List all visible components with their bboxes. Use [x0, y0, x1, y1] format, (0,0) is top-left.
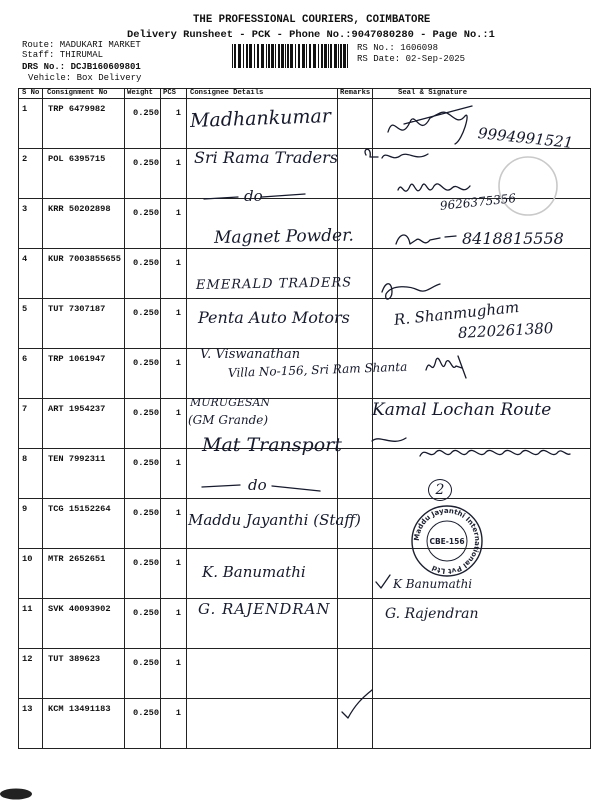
consignee-handwriting: do [244, 187, 263, 205]
weight-cell: 0.250 [125, 299, 161, 349]
pieces-cell: 1 [161, 399, 187, 449]
drs-number: DRS No.: DCJB160609801 [22, 62, 141, 72]
consignment-number-cell: SVK 40093902 [43, 599, 125, 649]
serial-number-cell: 12 [19, 649, 43, 699]
rs-date: RS Date: 02-Sep-2025 [357, 54, 466, 64]
serial-number-cell: 3 [19, 199, 43, 249]
consignee-handwriting: do [248, 476, 267, 494]
ditto-dash [202, 485, 320, 491]
staff-label: Staff: THIRUMAL [22, 50, 104, 60]
column-header-pcs: PCS [161, 89, 187, 99]
pieces-cell: 1 [161, 199, 187, 249]
consignee-handwriting: MURUGESAN [190, 396, 271, 409]
signature-scrawl [365, 149, 428, 158]
runsheet-subtitle: Delivery Runsheet - PCK - Phone No.:9047080280 - Page No.:1 [127, 29, 495, 41]
route-label: Route: MADUKARI MARKET [22, 40, 141, 50]
consignment-number-cell: POL 6395715 [43, 149, 125, 199]
signature-handwriting: 9626375356 [439, 191, 517, 213]
column-header-consignment: Consignment No [43, 89, 125, 99]
consignment-number-cell: KRR 50202898 [43, 199, 125, 249]
consignment-number-cell: ART 1954237 [43, 399, 125, 449]
consignee-handwriting: Madhankumar [189, 105, 332, 132]
consignment-number-cell: TCG 15152264 [43, 499, 125, 549]
weight-cell: 0.250 [125, 149, 161, 199]
pieces-cell: 1 [161, 99, 187, 149]
signature-scrawl [396, 235, 456, 244]
serial-number-cell: 5 [19, 299, 43, 349]
serial-number-cell: 13 [19, 699, 43, 749]
serial-number-cell: 6 [19, 349, 43, 399]
vehicle-label: Vehicle: Box Delivery [28, 73, 142, 83]
pieces-cell: 1 [161, 449, 187, 499]
consignee-handwriting: Penta Auto Motors [198, 308, 350, 327]
faded-stamp [499, 157, 557, 215]
signature-handwriting: R. Shanmugham [393, 297, 520, 329]
weight-cell: 0.250 [125, 249, 161, 299]
consignee-handwriting: Maddu Jayanthi (Staff) [188, 511, 361, 529]
weight-cell: 0.250 [125, 649, 161, 699]
tick-mark [376, 575, 390, 588]
signature-handwriting: Kamal Lochan Route [372, 400, 552, 420]
stamp-center-text: CBE-156 [429, 537, 465, 546]
consignment-number-cell: KUR 7003855655 [43, 249, 125, 299]
consignment-number-cell: MTR 2652651 [43, 549, 125, 599]
pieces-cell: 1 [161, 249, 187, 299]
signature-handwriting: K Banumathi [393, 577, 473, 591]
consignee-handwriting: Mat Transport [202, 434, 342, 456]
serial-number-cell: 10 [19, 549, 43, 599]
consignment-number-cell: TRP 1061947 [43, 349, 125, 399]
serial-number-cell: 8 [19, 449, 43, 499]
pieces-cell: 1 [161, 149, 187, 199]
pieces-cell: 1 [161, 599, 187, 649]
consignee-handwriting: K. Banumathi [202, 563, 306, 581]
signature-scrawl [426, 356, 466, 378]
pieces-cell: 1 [161, 349, 187, 399]
signature-handwriting: 2 [428, 479, 452, 501]
pieces-cell: 1 [161, 299, 187, 349]
document-title: THE PROFESSIONAL COURIERS, COIMBATORE [193, 14, 431, 26]
pieces-cell: 1 [161, 549, 187, 599]
column-header-remarks: Remarks [338, 89, 373, 99]
consignee-handwriting: Sri Rama Traders [194, 148, 338, 167]
pieces-cell: 1 [161, 699, 187, 749]
consignee-handwriting: Magnet Powder. [213, 225, 354, 248]
pieces-cell: 1 [161, 499, 187, 549]
consignee-handwriting: V. Viswanathan [200, 347, 301, 362]
weight-cell: 0.250 [125, 449, 161, 499]
consignment-number-cell: TUT 389623 [43, 649, 125, 699]
signature-scrawl [382, 284, 440, 299]
consignment-number-cell: TRP 6479982 [43, 99, 125, 149]
serial-number-cell: 11 [19, 599, 43, 649]
consignee-handwriting: G. RAJENDRAN [198, 600, 331, 618]
serial-number-cell: 7 [19, 399, 43, 449]
consignee-handwriting: (GM Grande) [188, 413, 269, 427]
consignment-number-cell: TEN 7992311 [43, 449, 125, 499]
signature-handwriting: 8418815558 [462, 229, 564, 248]
weight-cell: 0.250 [125, 199, 161, 249]
weight-cell: 0.250 [125, 549, 161, 599]
weight-cell: 0.250 [125, 349, 161, 399]
rs-number: RS No.: 1606098 [357, 43, 439, 53]
scan-smudge [0, 789, 32, 800]
serial-number-cell: 4 [19, 249, 43, 299]
column-header-signature: Seal & Signature [373, 89, 591, 99]
weight-cell: 0.250 [125, 699, 161, 749]
signature-handwriting: 9994991521 [477, 124, 574, 152]
signature-handwriting: 8220261380 [457, 319, 554, 342]
column-header-sno: S No [19, 89, 43, 99]
weight-cell: 0.250 [125, 99, 161, 149]
consignment-number-cell: KCM 13491183 [43, 699, 125, 749]
signature-scrawl [372, 438, 570, 456]
signature-scrawl [398, 184, 470, 191]
signature-scrawl [388, 106, 472, 144]
weight-cell: 0.250 [125, 499, 161, 549]
column-header-weight: Weight [125, 89, 161, 99]
stamp-ring-text: Maddu Jayanthi International Pvt Ltd [412, 506, 482, 576]
serial-number-cell: 1 [19, 99, 43, 149]
weight-cell: 0.250 [125, 399, 161, 449]
company-stamp [412, 506, 482, 576]
consignment-number-cell: TUT 7307187 [43, 299, 125, 349]
signature-handwriting: G. Rajendran [385, 606, 479, 622]
check-mark-icon [342, 690, 372, 718]
consignee-handwriting: Villa No-156, Sri Ram Shanta [227, 359, 408, 380]
consignee-handwriting: EMERALD TRADERS [195, 275, 353, 293]
serial-number-cell: 9 [19, 499, 43, 549]
pieces-cell: 1 [161, 649, 187, 699]
weight-cell: 0.250 [125, 599, 161, 649]
ditto-dash [204, 194, 305, 199]
column-header-consignee: Consignee Details [187, 89, 338, 99]
serial-number-cell: 2 [19, 149, 43, 199]
